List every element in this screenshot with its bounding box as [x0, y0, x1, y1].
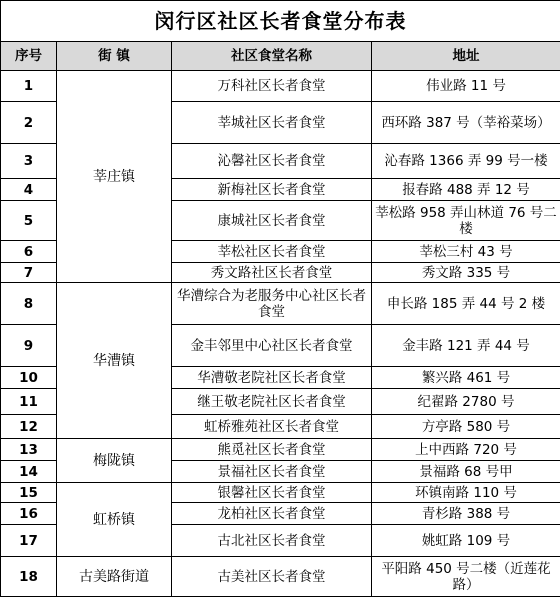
- table-row: [1, 483, 560, 503]
- canteen-name: 秀文路社区长者食堂: [172, 263, 372, 283]
- canteen-address: 西环路 387 号（莘裕菜场）: [372, 102, 560, 144]
- canteen-address: 环镇南路 110 号: [372, 483, 560, 503]
- canteen-name: 金丰邻里中心社区长者食堂: [172, 325, 372, 367]
- row-number: 4: [1, 179, 57, 201]
- canteen-name: 景福社区长者食堂: [172, 461, 372, 483]
- row-number: 3: [1, 144, 57, 179]
- canteen-address: 繁兴路 461 号: [372, 367, 560, 389]
- row-number: 13: [1, 439, 57, 461]
- canteen-name: 莘松社区长者食堂: [172, 241, 372, 263]
- canteen-name: 莘城社区长者食堂: [172, 102, 372, 144]
- table-title: 闵行区社区长者食堂分布表: [1, 1, 560, 42]
- town-cell: 虹桥镇: [57, 483, 172, 557]
- row-number: 8: [1, 283, 57, 325]
- canteen-address: 莘松路 958 弄山林道 76 号二楼: [372, 201, 560, 241]
- row-number: 11: [1, 389, 57, 415]
- header-address: 地址: [372, 42, 560, 71]
- row-number: 15: [1, 483, 57, 503]
- canteen-address: 纪翟路 2780 号: [372, 389, 560, 415]
- header-row: [1, 42, 560, 71]
- canteen-address: 莘松三村 43 号: [372, 241, 560, 263]
- row-number: 7: [1, 263, 57, 283]
- row-number: 17: [1, 525, 57, 557]
- row-number: 18: [1, 557, 57, 597]
- row-number: 9: [1, 325, 57, 367]
- town-cell: 古美路街道: [57, 557, 172, 597]
- row-number: 16: [1, 503, 57, 525]
- canteen-name: 熊觅社区长者食堂: [172, 439, 372, 461]
- canteen-address: 申长路 185 弄 44 号 2 楼: [372, 283, 560, 325]
- canteen-name: 康城社区长者食堂: [172, 201, 372, 241]
- table-row: [1, 557, 560, 597]
- canteen-address: 青杉路 388 号: [372, 503, 560, 525]
- canteen-name: 银馨社区长者食堂: [172, 483, 372, 503]
- canteen-address: 景福路 68 号甲: [372, 461, 560, 483]
- canteen-name: 古美社区长者食堂: [172, 557, 372, 597]
- canteen-name: 虹桥雅苑社区长者食堂: [172, 415, 372, 439]
- header-no: 序号: [1, 42, 57, 71]
- canteen-address: 秀文路 335 号: [372, 263, 560, 283]
- table-row: [1, 71, 560, 102]
- row-number: 12: [1, 415, 57, 439]
- canteen-name: 万科社区长者食堂: [172, 71, 372, 102]
- town-cell: 华漕镇: [57, 283, 172, 439]
- town-cell: 莘庄镇: [57, 71, 172, 283]
- canteen-address: 方亭路 580 号: [372, 415, 560, 439]
- canteen-address: 报春路 488 弄 12 号: [372, 179, 560, 201]
- canteen-address: 姚虹路 109 号: [372, 525, 560, 557]
- canteen-address: 金丰路 121 弄 44 号: [372, 325, 560, 367]
- canteen-name: 新梅社区长者食堂: [172, 179, 372, 201]
- table-row: [1, 283, 560, 325]
- header-name: 社区食堂名称: [172, 42, 372, 71]
- canteen-name: 继王敬老院社区长者食堂: [172, 389, 372, 415]
- row-number: 14: [1, 461, 57, 483]
- canteen-name: 沁馨社区长者食堂: [172, 144, 372, 179]
- canteen-name: 古北社区长者食堂: [172, 525, 372, 557]
- title-row: [1, 1, 560, 42]
- row-number: 2: [1, 102, 57, 144]
- canteen-name: 华漕综合为老服务中心社区长者食堂: [172, 283, 372, 325]
- table-row: [1, 439, 560, 461]
- town-cell: 梅陇镇: [57, 439, 172, 483]
- canteen-name: 龙柏社区长者食堂: [172, 503, 372, 525]
- canteen-address: 平阳路 450 号二楼（近莲花路）: [372, 557, 560, 597]
- header-town: 街 镇: [57, 42, 172, 71]
- row-number: 6: [1, 241, 57, 263]
- row-number: 10: [1, 367, 57, 389]
- canteen-address: 上中西路 720 号: [372, 439, 560, 461]
- canteen-address: 伟业路 11 号: [372, 71, 560, 102]
- canteen-name: 华漕敬老院社区长者食堂: [172, 367, 372, 389]
- row-number: 1: [1, 71, 57, 102]
- canteen-address: 沁春路 1366 弄 99 号一楼: [372, 144, 560, 179]
- row-number: 5: [1, 201, 57, 241]
